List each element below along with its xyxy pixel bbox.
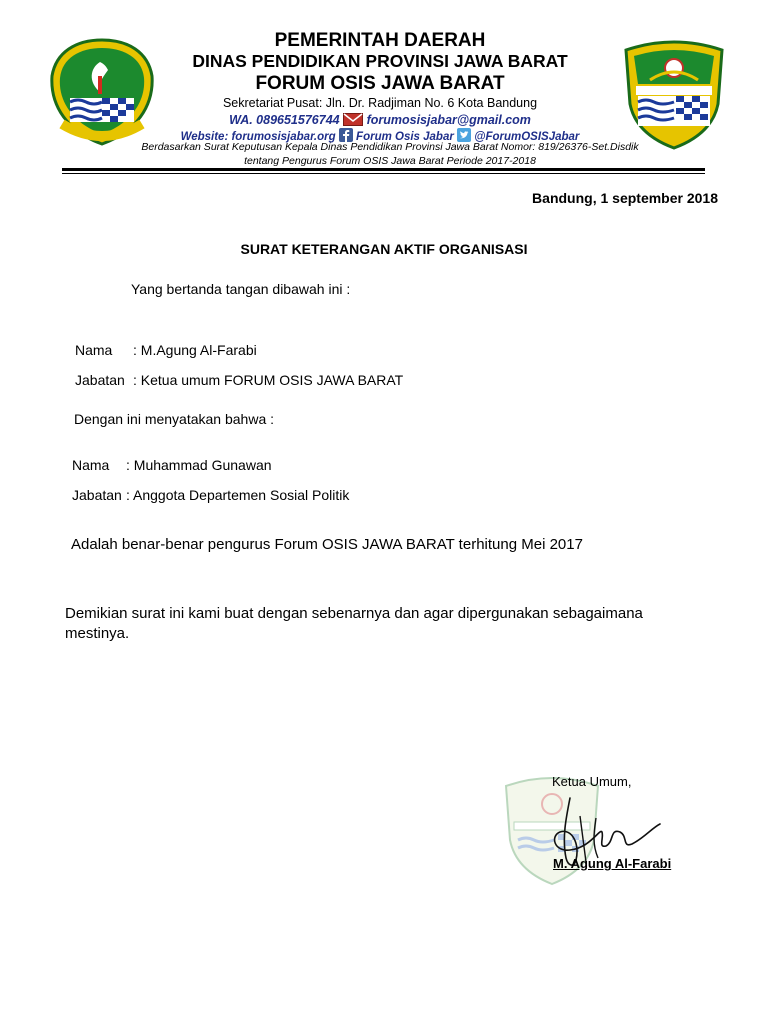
signer-position-row: [75, 372, 403, 388]
member-name-row: [72, 457, 272, 473]
member-name-label: Nama: [72, 457, 110, 473]
member-name-value: : Muhammad Gunawan: [126, 457, 272, 473]
signer-position-value: : Ketua umum FORUM OSIS JAWA BARAT: [133, 372, 404, 388]
signer-position-label: Jabatan: [75, 372, 125, 388]
letterhead-government: PEMERINTAH DAERAH: [274, 30, 486, 51]
intro-text: Yang bertanda tangan dibawah ini :: [131, 281, 351, 297]
signer-name-label: Nama: [75, 342, 113, 358]
letter-date: Bandung, 1 september 2018: [532, 190, 718, 206]
letterhead-decree-line1: Berdasarkan Surat Keputusan Kepala Dinas Pendidikan Provinsi Jawa Barat Nomor: 819/26376-Set.Disdik: [141, 141, 639, 153]
letterhead-address: Sekretariat Pusat: Jln. Dr. Radjiman No. 6 Kota Bandung: [222, 96, 538, 110]
signature-title: Ketua Umum,: [552, 774, 632, 789]
letterhead-department: DINAS PENDIDIKAN PROVINSI JAWA BARAT: [192, 51, 568, 71]
member-position-row: [72, 487, 349, 503]
declaration-text: Dengan ini menyatakan bahwa :: [74, 411, 275, 427]
facebook-page[interactable]: Forum Osis Jabar: [356, 130, 454, 143]
signature-name: M. Agung Al-Farabi: [553, 856, 672, 871]
letterhead-organization: FORUM OSIS JAWA BARAT: [255, 73, 505, 94]
twitter-handle[interactable]: @ForumOSISJabar: [474, 130, 580, 143]
member-position-value: : Anggota Departemen Sosial Politik: [126, 487, 350, 503]
letterhead-decree-line2: tentang Pengurus Forum OSIS Jawa Barat Periode 2017-2018: [244, 155, 536, 167]
forum-osis-logo: [618, 34, 730, 152]
letterhead-divider-thin: [62, 173, 705, 174]
closing-text-line2: mestinya.: [65, 625, 130, 642]
mail-icon: [343, 113, 363, 129]
email-address: forumosisjabar@gmail.com: [366, 113, 531, 128]
signer-name-row: [75, 342, 257, 358]
member-position-label: Jabatan: [72, 487, 122, 503]
letterhead-contact-row: [160, 113, 600, 129]
signer-name-value: : M.Agung Al-Farabi: [133, 342, 257, 358]
letter-title: SURAT KETERANGAN AKTIF ORGANISASI: [240, 241, 528, 257]
closing-text-line1: Demikian surat ini kami buat dengan sebenarnya dan agar dipergunakan sebagaimana: [65, 605, 643, 622]
website-link[interactable]: Website: forumosisjabar.org: [180, 130, 336, 143]
whatsapp-number: WA. 089651576744: [229, 113, 340, 128]
letterhead-divider-thick: [62, 168, 705, 171]
statement-text: Adalah benar-benar pengurus Forum OSIS JAWA BARAT terhitung Mei 2017: [71, 536, 583, 553]
